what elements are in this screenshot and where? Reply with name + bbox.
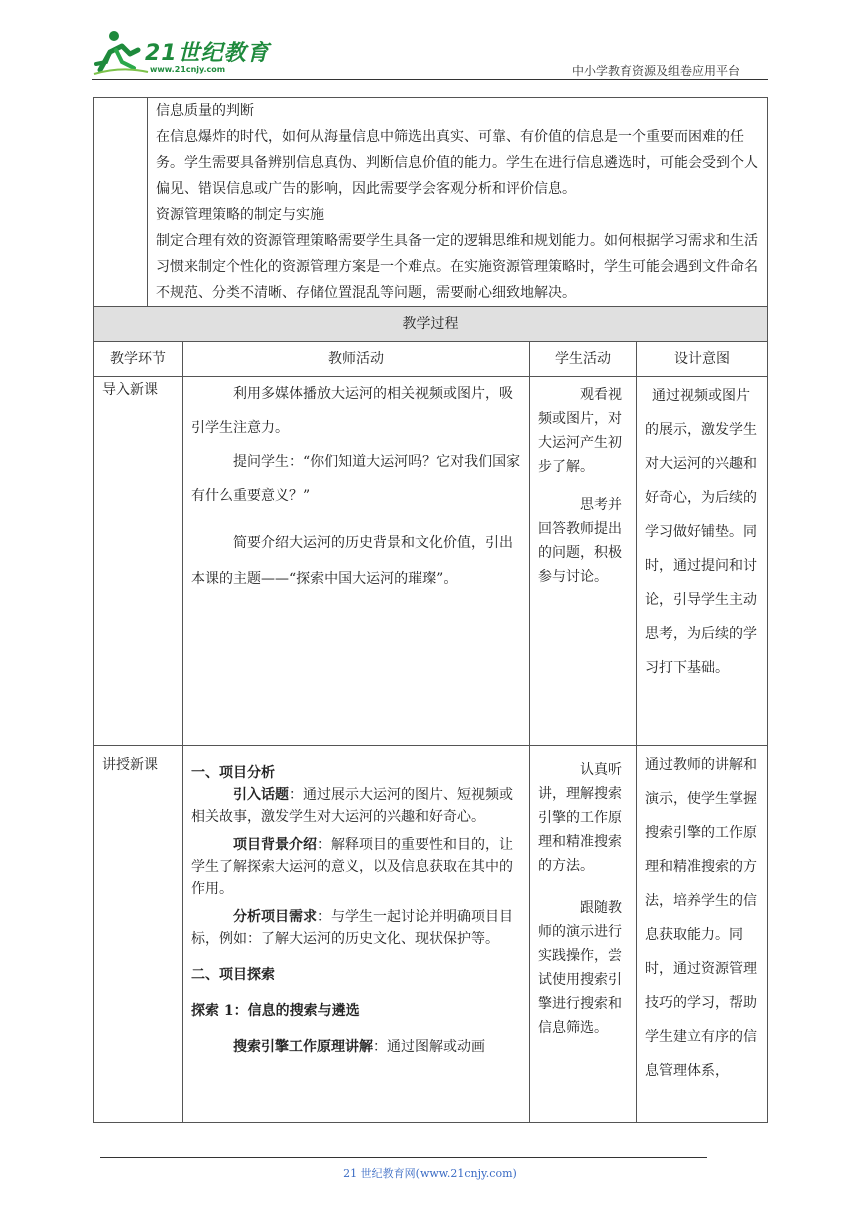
lecture-design-text: 通过教师的讲解和演示，使学生掌握搜索引擎的工作原理和精准搜索的方法，培养学生的信息获取能力。同时，通过资源管理技巧的学习，帮助学生建立有序的信息管理体系， <box>645 757 757 1079</box>
logo-sub-text: www.21cnjy.com <box>150 65 226 74</box>
intro-teacher-p3: 简要介绍大运河的历史背景和文化价值，引出本课的主题——“探索中国大运河的璀璨”。 <box>191 535 513 587</box>
lecture-item-1-label: 引入话题 <box>233 787 289 803</box>
col-header-teacher: 教师活动 <box>183 342 530 377</box>
difficulty-text-1: 在信息爆炸的时代，如何从海量信息中筛选出真实、可靠、有价值的信息是一个重要而困难的任务。学生需要具备辨别信息真伪、判断信息价值的能力。学生在进行信息遴选时，可能会受到个人偏见、错误信息或广告的影响，因此需要学会客观分析和评价信息。 <box>156 129 758 197</box>
lecture-item-3-text: ：与学生一起讨论并明确项目目标，例如：了解大运河的历史文化、现状保护等。 <box>191 909 513 947</box>
column-header-row <box>94 342 768 377</box>
lecture-stage: 讲授新课 <box>94 746 183 1123</box>
intro-row <box>94 377 768 746</box>
col-header-stage: 教学环节 <box>94 342 183 377</box>
difficulties-row <box>94 98 768 307</box>
col-header-student: 学生活动 <box>530 342 637 377</box>
lesson-table <box>93 97 768 1123</box>
difficulties-label-cell <box>94 98 148 307</box>
lecture-explore-1: 探索 1：信息的搜索与遴选 <box>191 1003 360 1019</box>
logo-main-text: 21世纪教育 <box>145 41 270 66</box>
lecture-item-4-text: ：通过图解或动画 <box>373 1039 485 1055</box>
lecture-teacher-cell <box>183 746 530 1123</box>
page-header <box>0 0 860 90</box>
footer-rule <box>100 1157 707 1158</box>
lecture-section-1: 一、项目分析 <box>191 765 275 781</box>
intro-stage: 导入新课 <box>94 377 183 746</box>
intro-teacher-p1: 利用多媒体播放大运河的相关视频或图片，吸引学生注意力。 <box>191 386 513 436</box>
lecture-row <box>94 746 768 1123</box>
intro-teacher-p2: 提问学生：“你们知道大运河吗？它对我们国家有什么重要意义？” <box>191 454 521 504</box>
process-title-row <box>94 307 768 342</box>
lecture-section-2: 二、项目探索 <box>191 967 275 983</box>
intro-design-cell <box>637 377 768 746</box>
lecture-item-2-label: 项目背景介绍 <box>233 837 317 853</box>
lecture-item-2 <box>191 834 521 900</box>
header-rule <box>92 79 768 80</box>
lecture-item-3 <box>191 906 521 950</box>
intro-teacher-cell <box>183 377 530 746</box>
lecture-student-cell <box>530 746 637 1123</box>
process-title: 教学过程 <box>94 307 768 342</box>
difficulty-heading-1: 信息质量的判断 <box>156 103 254 119</box>
lecture-item-1-text: ：通过展示大运河的图片、短视频或相关故事，激发学生对大运河的兴趣和好奇心。 <box>191 787 513 825</box>
lecture-item-4 <box>191 1036 521 1058</box>
intro-student-cell <box>530 377 637 746</box>
footer-text[interactable]: 21 世纪教育网(www.21cnjy.com) <box>343 1167 517 1180</box>
lecture-item-3-label: 分析项目需求 <box>233 909 317 925</box>
lecture-item-1 <box>191 784 521 828</box>
difficulties-cell <box>148 98 768 307</box>
lecture-student-p1: 认真听讲，理解搜索引擎的工作原理和精准搜索的方法。 <box>538 762 622 874</box>
difficulty-heading-2: 资源管理策略的制定与实施 <box>156 207 324 223</box>
lecture-design-cell <box>637 746 768 1123</box>
lecture-item-2-text: ：解释项目的重要性和目的，让学生了解探索大运河的意义，以及信息获取在其中的作用。 <box>191 837 513 897</box>
col-header-design: 设计意图 <box>637 342 768 377</box>
platform-name: 中小学教育资源及组卷应用平台 <box>571 64 740 78</box>
intro-student-p1: 观看视频或图片，对大运河产生初步了解。 <box>538 387 622 475</box>
intro-design-text: 通过视频或图片的展示，激发学生对大运河的兴趣和好奇心，为后续的学习做好铺垫。同时，通过提问和讨论，引导学生主动思考，为后续的学习打下基础。 <box>645 388 757 676</box>
lecture-item-4-label: 搜索引擎工作原理讲解 <box>233 1039 373 1055</box>
intro-student-p2: 思考并回答教师提出的问题，积极参与讨论。 <box>538 497 622 585</box>
difficulty-text-2: 制定合理有效的资源管理策略需要学生具备一定的逻辑思维和规划能力。如何根据学习需求和生活习惯来制定个性化的资源管理方案是一个难点。在实施资源管理策略时，学生可能会遇到文件命名不规范、分类不清晰、存储位置混乱等问题，需要耐心细致地解决。 <box>156 233 758 301</box>
lecture-student-p2: 跟随教师的演示进行实践操作，尝试使用搜索引擎进行搜索和信息筛选。 <box>538 900 622 1036</box>
